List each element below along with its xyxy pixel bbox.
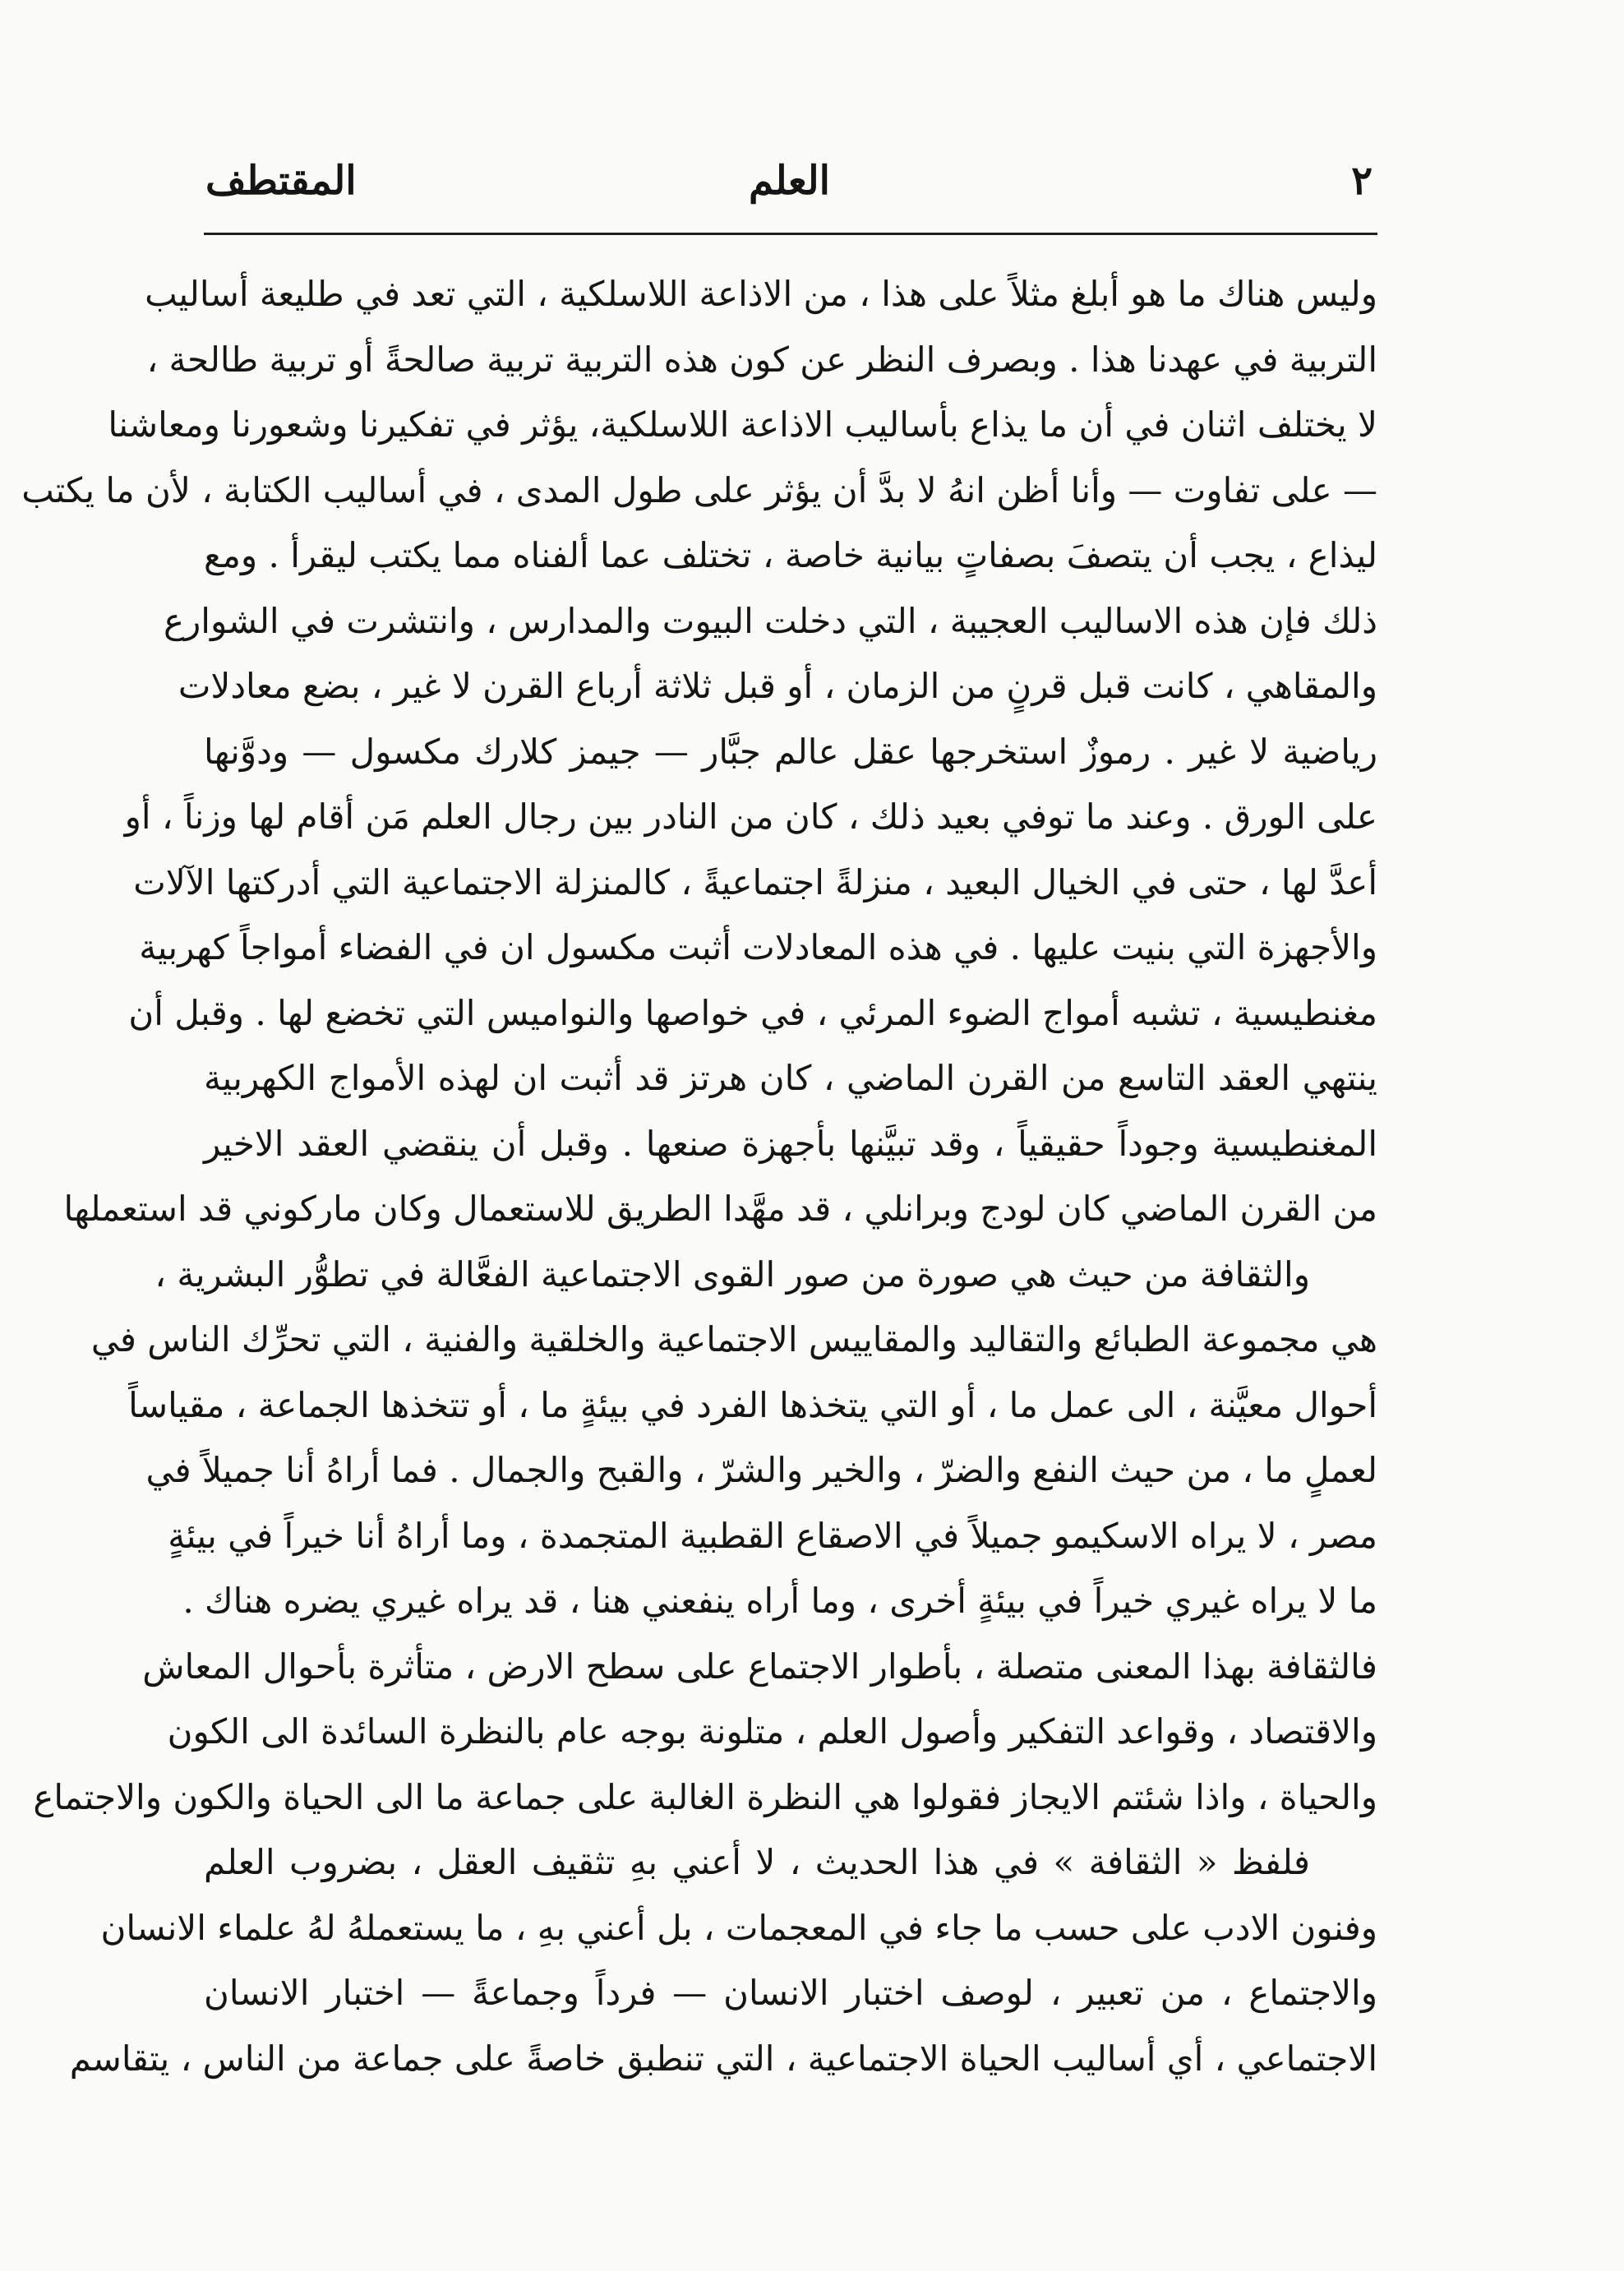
text-line: فالثقافة بهذا المعنى متصلة ، بأطوار الاجتماع على سطح الارض ، متأثرة بأحوال المعاش	[142, 1646, 1377, 1687]
text-line: أحوال معيَّنة ، الى عمل ما ، أو التي يتخذها الفرد في بيئةٍ ما ، أو تتخذها الجماعة ، مقياساً	[128, 1384, 1377, 1425]
text-line: الاجتماعي ، أي أساليب الحياة الاجتماعية ، التي تنطبق خاصةً على جماعة من الناس ، يتقاسم	[69, 2038, 1377, 2079]
text-line: لعملٍ ما ، من حيث النفع والضرّ ، والخير والشرّ ، والقبح والجمال . فما أراهُ أنا جميلاً في	[145, 1450, 1377, 1490]
text-line: والأجهزة التي بنيت عليها . في هذه المعادلات أثبت مكسول ان في الفضاء أمواجاً كهربية	[139, 927, 1377, 967]
paragraph-start-line: والثقافة من حيث هي صورة من صور القوى الاجتماعية الفعَّالة في تطوُّر البشرية ،	[155, 1253, 1310, 1295]
text-line: مصر ، لا يراه الاسكيمو جميلاً في الاصقاع القطبية المتجمدة ، وما أراهُ أنا خيراً في بيئةٍ	[168, 1515, 1377, 1556]
paragraph-start-line: فلفظ « الثقافة » في هذا الحديث ، لا أعني بهِ تثقيف العقل ، بضروب العلم	[204, 1842, 1310, 1882]
text-line: وليس هناك ما هو أبلغ مثلاً على هذا ، من الاذاعة اللاسلكية ، التي تعد في طليعة أساليب	[145, 274, 1377, 314]
page-number: ٢	[1351, 158, 1373, 204]
text-line: والاقتصاد ، وقواعد التفكير وأصول العلم ، متلونة بوجه عام بالنظرة السائدة الى الكون	[167, 1711, 1377, 1752]
journal-title: المقتطف	[205, 158, 357, 204]
text-line: ما لا يراه غيري خيراً في بيئةٍ أخرى ، وما أراه ينفعني هنا ، قد يراه غيري يضره هناك .	[182, 1581, 1377, 1621]
text-line: هي مجموعة الطبائع والتقاليد والمقاييس الاجتماعية والخلقية والفنية ، التي تحرِّك الناس في	[90, 1319, 1377, 1359]
text-line: ليذاع ، يجب أن يتصفَ بصفاتٍ بيانية خاصة ، تختلف عما ألفناه مما يكتب ليقرأ . ومع	[204, 535, 1377, 575]
text-line: التربية في عهدنا هذا . وبصرف النظر عن كون هذه التربية تربية صالحةً أو تربية طالحة ،	[146, 339, 1377, 380]
text-line: على الورق . وعند ما توفي بعيد ذلك ، كان من النادر بين رجال العلم مَن أقام لها وزناً ، أو	[124, 796, 1377, 837]
text-line: ذلك فإن هذه الاساليب العجيبة ، التي دخلت البيوت والمدارس ، وانتشرت في الشوارع	[163, 600, 1377, 641]
text-line: لا يختلف اثنان في أن ما يذاع بأساليب الاذاعة اللاسلكية، يؤثر في تفكيرنا وشعورنا ومعاشنا	[108, 404, 1377, 445]
text-line: من القرن الماضي كان لودج وبرانلي ، قد مهَّدا الطريق للاستعمال وكان ماركوني قد استعملها	[63, 1189, 1377, 1229]
header-rule	[204, 233, 1377, 235]
section-title: العلم	[749, 158, 830, 204]
text-line: والمقاهي ، كانت قبل قرنٍ من الزمان ، أو قبل ثلاثة أرباع القرن لا غير ، بضع معادلات	[178, 666, 1377, 706]
text-line: والاجتماع ، من تعبير ، لوصف اختبار الانسان — فرداً وجماعةً — اختبار الانسان	[204, 1973, 1377, 2013]
text-line: — على تفاوت — وأنا أظن انهُ لا بدَّ أن يؤثر على طول المدى ، في أساليب الكتابة ، لأن ما يكتب	[21, 469, 1377, 510]
text-line: رياضية لا غير . رموزٌ استخرجها عقل عالم جبَّار — جيمز كلارك مكسول — ودوَّنها	[204, 731, 1377, 772]
text-line: المغنطيسية وجوداً حقيقياً ، وقد تبيَّنها بأجهزة صنعها . وقبل أن ينقضي العقد الاخير	[204, 1123, 1377, 1164]
article-body	[21, 261, 1377, 2091]
text-line: مغنطيسية ، تشبه أمواج الضوء المرئي ، في خواصها والنواميس التي تخضع لها . وقبل أن	[128, 992, 1377, 1033]
text-line: ينتهي العقد التاسع من القرن الماضي ، كان هرتز قد أثبت ان لهذه الأمواج الكهربية	[204, 1058, 1377, 1098]
text-line: والحياة ، واذا شئتم الايجاز فقولوا هي النظرة الغالبة على جماعة ما الى الحياة والكون والاجتماع	[33, 1776, 1377, 1817]
running-header	[205, 148, 1373, 222]
text-line: وفنون الادب على حسب ما جاء في المعجمات ، بل أعني بهِ ، ما يستعملهُ لهُ علماء الانسان	[100, 1907, 1377, 1948]
text-line: أعدَّ لها ، حتى في الخيال البعيد ، منزلةً اجتماعيةً ، كالمنزلة الاجتماعية التي أدركتها الآلات	[133, 861, 1377, 902]
